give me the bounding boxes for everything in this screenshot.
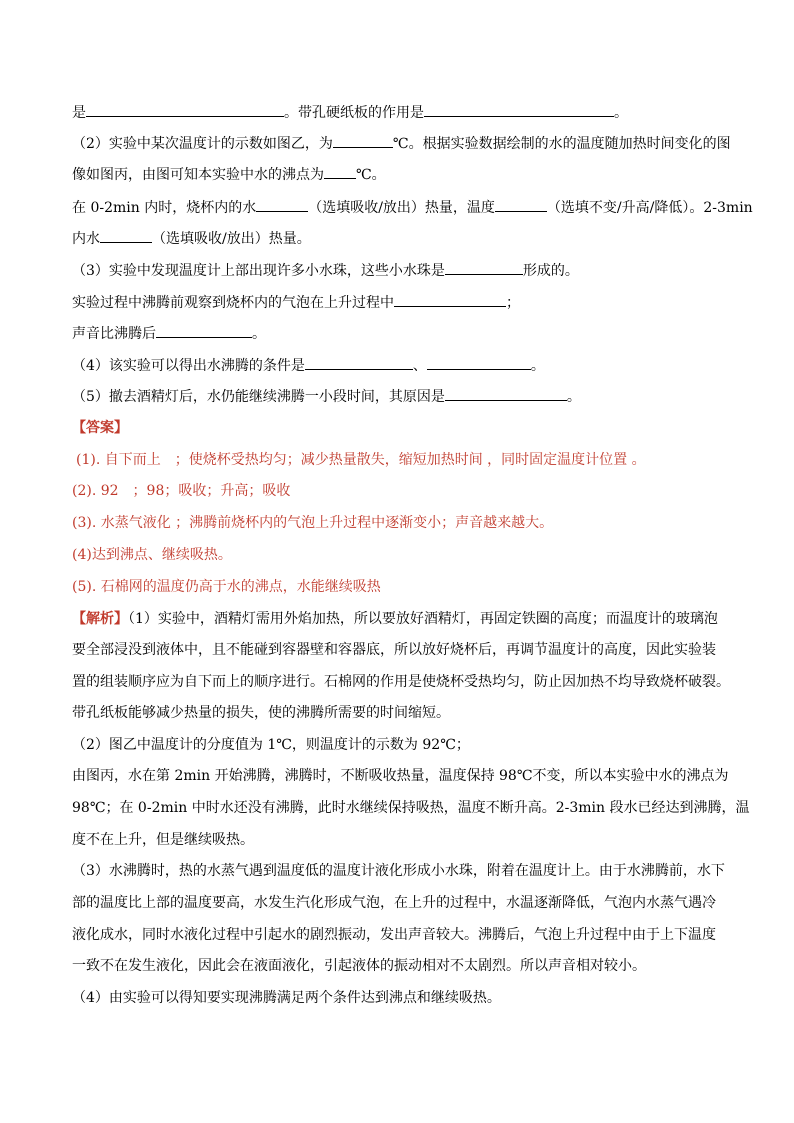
- question-text: 形成的。: [522, 263, 579, 279]
- question-text: 。: [530, 358, 545, 374]
- question-text: 、: [412, 358, 427, 374]
- analysis-line: [72, 609, 732, 629]
- question-text: 是: [72, 105, 86, 121]
- question-text: ；: [506, 295, 520, 311]
- analysis-line: 置的组装顺序应为自下而上的顺序进行。石棉网的作用是使烧杯受热均匀，防止因加热不均导致烧杯破裂。: [72, 674, 730, 690]
- question-text: 声音比沸腾后: [72, 326, 156, 342]
- question-text: 实验过程中沸腾前观察到烧杯内的气泡在上升过程中: [72, 295, 394, 311]
- question-text: 。带孔硬纸板的作用是: [284, 105, 424, 121]
- question-text: ℃。: [356, 167, 386, 183]
- analysis-line: 要全部浸没到液体中，且不能碰到容器壁和容器底，所以放好烧杯后，再调节温度计的高度，因此实验装: [72, 642, 716, 658]
- question-text: （5）撤去酒精灯后，水仍能继续沸腾一小段时间，其原因是: [72, 389, 445, 405]
- question-line-5: [72, 228, 732, 249]
- question-text: （选填吸收/放出）热量，温度: [308, 200, 495, 216]
- question-text: ℃。根据实验数据绘制的水的温度随加热时间变化的图: [392, 136, 731, 152]
- question-text: （4）该实验可以得出水沸腾的条件是: [72, 358, 305, 374]
- question-line-2: [72, 133, 732, 154]
- analysis-line: 98℃；在 0-2min 中时水还没有沸腾，此时水继续保持吸热，温度不断升高。2-3min 段水已经达到沸腾，温: [72, 800, 750, 816]
- analysis-tag: 【解析】: [72, 611, 128, 627]
- analysis-line: （3）水沸腾时，热的水蒸气遇到温度低的温度计液化形成小水珠，附着在温度计上。由于水沸腾前，水下: [72, 863, 725, 879]
- answer-blank[interactable]: [86, 102, 284, 117]
- question-line-3: [72, 164, 732, 185]
- question-text: （选填吸收/放出）热量。: [152, 231, 311, 247]
- analysis-line: 一致不在发生液化，因此会在液面液化，引起液体的振动相对不太剧烈。所以声音相对较小。: [72, 958, 646, 974]
- answer-blank[interactable]: [495, 197, 547, 212]
- question-text: （3）实验中发现温度计上部出现许多小水珠，这些小水珠是: [72, 263, 445, 279]
- question-text: （2）实验中某次温度计的示数如图乙，为: [72, 136, 333, 152]
- analysis-line: 液化成水，同时水液化过程中引起水的剧烈振动，发出声音较大。沸腾后，气泡上升过程中由于上下温度: [72, 927, 716, 943]
- answer-item: (5). 石棉网的温度仍高于水的沸点，水能继续吸热: [72, 579, 381, 595]
- question-text: 像如图丙，由图可知本实验中水的沸点为: [72, 167, 324, 183]
- question-line-6: [72, 260, 732, 281]
- question-line-10: [72, 386, 732, 407]
- question-line-4: [72, 197, 753, 218]
- answer-item: (1). 自下而上 ；使烧杯受热均匀；减少热量散失，缩短加热时间 ，同时固定温度计位置 。: [76, 452, 646, 468]
- question-text: （选填不变/升高/降低）。2-3min: [546, 200, 753, 216]
- answer-blank[interactable]: [427, 355, 531, 370]
- question-text: 。: [614, 105, 628, 121]
- answer-blank[interactable]: [424, 102, 614, 117]
- answer-blank[interactable]: [100, 228, 152, 243]
- question-text: 。: [252, 326, 266, 342]
- answer-heading: [72, 418, 732, 438]
- question-line-7: [72, 292, 732, 313]
- question-line-9: [72, 355, 732, 376]
- answer-blank[interactable]: [333, 133, 393, 148]
- question-text: 。: [566, 389, 581, 405]
- analysis-line: （2）图乙中温度计的分度值为 1℃，则温度计的示数为 92℃；: [72, 737, 470, 753]
- analysis-line: 带孔纸板能够减少热量的损失，使的沸腾所需要的时间缩短。: [72, 705, 450, 721]
- answer-item: (3). 水蒸气液化 ；沸腾前烧杯内的气泡上升过程中逐渐变小；声音越来越大。: [72, 515, 554, 531]
- answer-blank[interactable]: [324, 164, 356, 179]
- answer-item: (4)达到沸点、继续吸热。: [72, 547, 232, 563]
- question-line-8: [72, 323, 732, 344]
- answer-blank[interactable]: [305, 355, 413, 370]
- answer-blank[interactable]: [394, 292, 506, 307]
- question-text: 在 0-2min 内时，烧杯内的水: [72, 200, 257, 216]
- answer-blank[interactable]: [445, 260, 523, 275]
- question-text: 内水: [72, 231, 100, 247]
- answer-blank[interactable]: [445, 386, 567, 401]
- answer-item: (2). 92 ；98；吸收；升高；吸收: [72, 483, 291, 499]
- analysis-line: 部的温度比上部的温度要高，水发生汽化形成气泡，在上升的过程中，水温逐渐降低，气泡内水蒸气遇冷: [72, 895, 716, 911]
- analysis-line: 由图丙，水在第 2min 开始沸腾，沸腾时，不断吸收热量，温度保持 98℃不变，所以本实验中水的沸点为: [72, 768, 729, 784]
- analysis-text: （1）实验中，酒精灯需用外焰加热，所以要放好酒精灯，再固定铁圈的高度；而温度计的玻璃泡: [128, 611, 718, 627]
- question-line-1: [72, 102, 732, 123]
- analysis-line: （4）由实验可以得知要实现沸腾满足两个条件达到沸点和继续吸热。: [72, 990, 501, 1006]
- answer-blank[interactable]: [256, 197, 308, 212]
- answer-blank[interactable]: [156, 323, 252, 338]
- answer-tag: 【答案】: [72, 420, 128, 436]
- analysis-line: 度不在上升，但是继续吸热。: [72, 832, 254, 848]
